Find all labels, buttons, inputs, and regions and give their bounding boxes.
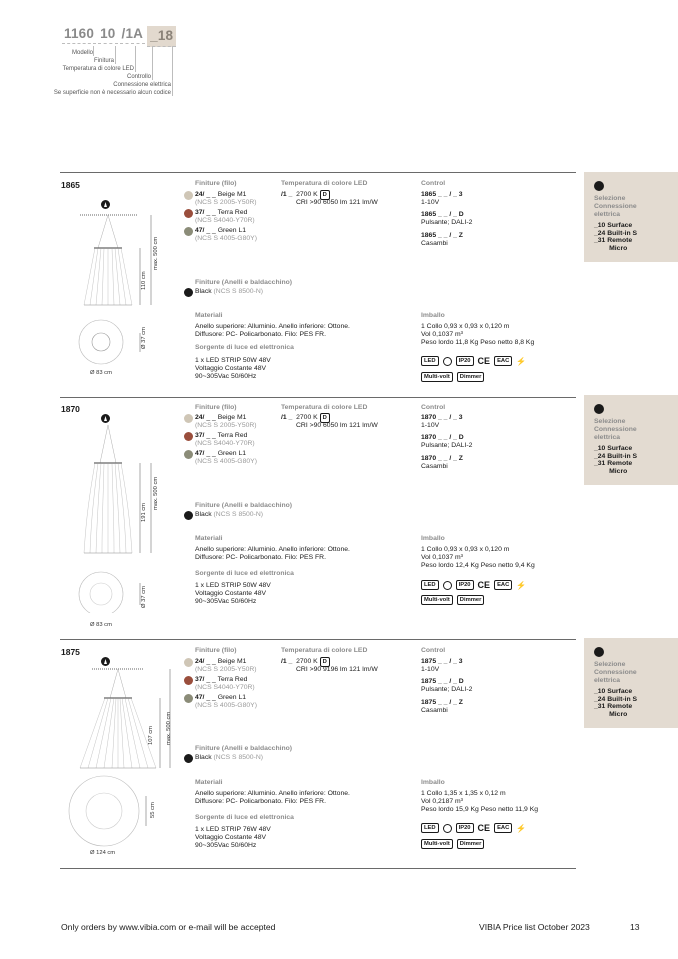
source-line-3: 90~305Vac 50/60Hz xyxy=(195,598,257,605)
temp-heading: Temperatura di colore LED xyxy=(281,647,368,654)
selection-options: _10 Surface _24 Built-in S _31 Remote Micro xyxy=(594,222,638,252)
multivolt-badge: Multi-volt xyxy=(421,372,453,382)
control-heading: Control xyxy=(421,404,446,411)
materials-line-1: Anello superiore: Alluminio. Anello inferiore: Ottone. xyxy=(195,323,350,330)
control-desc-2: Pulsante; DALI-2 xyxy=(421,219,473,226)
control-desc-2: Pulsante; DALI-2 xyxy=(421,686,473,693)
product-code: 1875 xyxy=(61,647,80,657)
finish-terra-red: 37/ _ _ Terra Red xyxy=(195,676,248,683)
materials-line-1: Anello superiore: Alluminio. Anello inferiore: Ottone. xyxy=(195,790,350,797)
dimmer-badge: Dimmer xyxy=(457,839,485,849)
legend-codes xyxy=(62,26,178,47)
control-desc-3: Casambi xyxy=(421,463,448,470)
ip20-badge: IP20 xyxy=(456,823,474,833)
dim-max-height: max. 500 cm xyxy=(166,711,172,745)
swatch-terra-red xyxy=(184,676,193,685)
packaging-heading: Imballo xyxy=(421,312,445,319)
eac-badge: EAC xyxy=(494,356,512,366)
ce-mark: CE xyxy=(477,579,491,590)
packaging-line-2: Vol 0,1037 m³ xyxy=(421,554,463,561)
led-badge: LED xyxy=(421,356,439,366)
finish-beige: 24/ _ _ Beige M1 xyxy=(195,658,247,665)
finish-green-ncs: (NCS S 4005-G80Y) xyxy=(195,235,257,242)
page-number: 13 xyxy=(630,922,640,932)
materials-line-2: Diffusore: PC- Policarbonato. Filo: PES FR. xyxy=(195,554,326,561)
legend-code-temp: /1A xyxy=(120,26,146,44)
packaging-line-2: Vol 0,2187 m³ xyxy=(421,798,463,805)
control-desc-1: 1-10V xyxy=(421,666,440,673)
canopy-heading: Finiture (Anelli e baldacchino) xyxy=(195,279,293,286)
product-code: 1870 xyxy=(61,404,80,414)
eac-badge: EAC xyxy=(494,580,512,590)
materials-line-1: Anello superiore: Alluminio. Anello inferiore: Ottone. xyxy=(195,546,350,553)
control-desc-2: Pulsante; DALI-2 xyxy=(421,442,473,449)
feature-badges xyxy=(421,372,484,382)
dim-max-height: max. 500 cm xyxy=(153,476,159,510)
legend-label-model: Modello xyxy=(71,50,93,56)
dimmer-badge: Dimmer xyxy=(457,595,485,605)
swatch-black xyxy=(184,754,193,763)
swatch-green xyxy=(184,694,193,703)
swatch-black xyxy=(184,288,193,297)
section-divider xyxy=(60,397,576,398)
globe-icon xyxy=(443,581,452,590)
finish-green: 47/ _ _ Green L1 xyxy=(195,227,247,234)
globe-icon xyxy=(443,357,452,366)
temp-spec: CRI >90 6050 lm 121 lm/W xyxy=(296,422,378,429)
legend-code-connection: _18 xyxy=(147,26,176,47)
finish-beige: 24/ _ _ Beige M1 xyxy=(195,191,247,198)
finish-heading: Finiture (filo) xyxy=(195,647,237,654)
control-code-1: 1875 _ _ / _ 3 xyxy=(421,658,463,665)
source-line-1: 1 x LED STRIP 50W 48V xyxy=(195,582,271,589)
temp-value: /1 _ 2700 K D xyxy=(281,658,330,666)
packaging-line-1: 1 Collo 1,35 x 1,35 x 0,12 m xyxy=(421,790,506,797)
source-heading: Sorgente di luce ed elettronica xyxy=(195,570,294,577)
finish-beige-ncs: (NCS S 2005-Y50R) xyxy=(195,666,257,673)
dim-diameter-side: 55 cm xyxy=(150,802,156,818)
canopy-finish: Black (NCS S 8500-N) xyxy=(195,511,263,518)
legend-label-connection: Connessione elettrica xyxy=(113,82,171,88)
temp-value: /1 _ 2700 K D xyxy=(281,414,330,422)
finish-terra-red-ncs: (NCS S4040-Y70R) xyxy=(195,217,255,224)
source-line-2: Voltaggio Costante 48V xyxy=(195,834,267,841)
packaging-line-1: 1 Collo 0,93 x 0,93 x 0,120 m xyxy=(421,546,510,553)
finish-terra-red: 37/ _ _ Terra Red xyxy=(195,432,248,439)
lamp-drawing xyxy=(64,664,174,854)
control-code-2: 1870 _ _ / _ D xyxy=(421,434,464,441)
materials-heading: Materiali xyxy=(195,312,223,319)
finish-terra-red-ncs: (NCS S4040-Y70R) xyxy=(195,684,255,691)
swatch-beige xyxy=(184,414,193,423)
finish-beige-ncs: (NCS S 2005-Y50R) xyxy=(195,422,257,429)
materials-heading: Materiali xyxy=(195,535,223,542)
swatch-green xyxy=(184,450,193,459)
temp-heading: Temperatura di colore LED xyxy=(281,404,368,411)
finish-green-ncs: (NCS S 4005-G80Y) xyxy=(195,458,257,465)
connection-icon xyxy=(594,181,604,191)
selection-options: _10 Surface _24 Built-in S _31 Remote Micro xyxy=(594,445,638,475)
finish-green: 47/ _ _ Green L1 xyxy=(195,450,247,457)
source-heading: Sorgente di luce ed elettronica xyxy=(195,344,294,351)
control-heading: Control xyxy=(421,647,446,654)
cert-badges xyxy=(421,356,526,366)
legend-label-temp: Temperatura di colore LED xyxy=(62,66,134,72)
footer-note: Only orders by www.vibia.com or e-mail will be accepted xyxy=(61,922,276,932)
materials-heading: Materiali xyxy=(195,779,223,786)
dim-height: 110 cm xyxy=(141,271,147,290)
eac-badge: EAC xyxy=(494,823,512,833)
lamp-drawing xyxy=(78,423,168,613)
lamp-drawing xyxy=(78,210,168,380)
packaging-line-3: Peso lordo 11,8 Kg Peso netto 8,8 Kg xyxy=(421,339,535,346)
source-line-3: 90~305Vac 50/60Hz xyxy=(195,373,257,380)
footer-brand: VIBIA Price list October 2023 xyxy=(479,922,590,932)
led-badge: LED xyxy=(421,580,439,590)
finish-green-ncs: (NCS S 4005-G80Y) xyxy=(195,702,257,709)
control-code-2: 1875 _ _ / _ D xyxy=(421,678,464,685)
packaging-line-2: Vol 0,1037 m³ xyxy=(421,331,463,338)
selection-options: _10 Surface _24 Built-in S _31 Remote Micro xyxy=(594,688,638,718)
dim-max-height: max. 500 cm xyxy=(153,236,159,270)
dimmer-badge: Dimmer xyxy=(457,372,485,382)
connection-icon xyxy=(594,647,604,657)
source-line-3: 90~305Vac 50/60Hz xyxy=(195,842,257,849)
ip20-badge: IP20 xyxy=(456,356,474,366)
finish-heading: Finiture (filo) xyxy=(195,404,237,411)
connection-icon xyxy=(101,414,110,423)
ip20-badge: IP20 xyxy=(456,580,474,590)
control-code-1: 1865 _ _ / _ 3 xyxy=(421,191,463,198)
canopy-finish: Black (NCS S 8500-N) xyxy=(195,754,263,761)
swatch-green xyxy=(184,227,193,236)
packaging-heading: Imballo xyxy=(421,535,445,542)
source-line-1: 1 x LED STRIP 50W 48V xyxy=(195,357,271,364)
dim-height: 191 cm xyxy=(141,502,147,522)
section-divider xyxy=(60,868,576,869)
dim-diameter: Ø 83 cm xyxy=(90,370,112,376)
selection-box xyxy=(584,172,678,262)
connection-icon xyxy=(594,404,604,414)
source-heading: Sorgente di luce ed elettronica xyxy=(195,814,294,821)
plug-icon: ⚡ xyxy=(516,823,527,833)
swatch-beige xyxy=(184,191,193,200)
swatch-beige xyxy=(184,658,193,667)
packaging-heading: Imballo xyxy=(421,779,445,786)
temp-value: /1 _ 2700 K D xyxy=(281,191,330,199)
selection-box xyxy=(584,395,678,485)
legend-label-note: Se superficie non è necessario alcun codice xyxy=(53,90,171,96)
globe-icon xyxy=(443,824,452,833)
control-desc-3: Casambi xyxy=(421,707,448,714)
selection-heading: Selezione Connessione elettrica xyxy=(594,661,637,684)
canopy-heading: Finiture (Anelli e baldacchino) xyxy=(195,745,293,752)
materials-line-2: Diffusore: PC- Policarbonato. Filo: PES FR. xyxy=(195,798,326,805)
control-code-3: 1865 _ _ / _ Z xyxy=(421,232,463,239)
packaging-line-3: Peso lordo 12,4 Kg Peso netto 9,4 Kg xyxy=(421,562,535,569)
finish-heading: Finiture (filo) xyxy=(195,180,237,187)
swatch-black xyxy=(184,511,193,520)
connection-icon xyxy=(101,200,110,209)
ce-mark: CE xyxy=(477,822,491,833)
legend-code-model: 1160 xyxy=(62,26,96,44)
finish-terra-red-ncs: (NCS S4040-Y70R) xyxy=(195,440,255,447)
swatch-terra-red xyxy=(184,209,193,218)
selection-box xyxy=(584,638,678,728)
control-desc-1: 1-10V xyxy=(421,422,440,429)
cert-badges xyxy=(421,580,526,590)
materials-line-2: Diffusore: PC- Policarbonato. Filo: PES FR. xyxy=(195,331,326,338)
control-code-3: 1875 _ _ / _ Z xyxy=(421,699,463,706)
temp-heading: Temperatura di colore LED xyxy=(281,180,368,187)
source-line-1: 1 x LED STRIP 76W 48V xyxy=(195,826,271,833)
source-line-2: Voltaggio Costante 48V xyxy=(195,365,267,372)
section-divider xyxy=(60,639,576,640)
dim-diameter: Ø 83 cm xyxy=(90,622,112,628)
plug-icon: ⚡ xyxy=(516,356,527,366)
plug-icon: ⚡ xyxy=(516,580,527,590)
ce-mark: CE xyxy=(477,355,491,366)
canopy-heading: Finiture (Anelli e baldacchino) xyxy=(195,502,293,509)
legend-code-finish: 10 xyxy=(98,26,117,44)
packaging-line-1: 1 Collo 0,93 x 0,93 x 0,120 m xyxy=(421,323,510,330)
canopy-finish: Black (NCS S 8500-N) xyxy=(195,288,263,295)
selection-heading: Selezione Connessione elettrica xyxy=(594,418,637,441)
control-desc-3: Casambi xyxy=(421,240,448,247)
led-badge: LED xyxy=(421,823,439,833)
source-line-2: Voltaggio Costante 48V xyxy=(195,590,267,597)
dim-diameter: Ø 124 cm xyxy=(90,850,116,856)
temp-spec: CRI >90 9196 lm 121 lm/W xyxy=(296,666,378,673)
code-legend xyxy=(40,24,190,99)
control-heading: Control xyxy=(421,180,446,187)
selection-heading: Selezione Connessione elettrica xyxy=(594,195,637,218)
product-code: 1865 xyxy=(61,180,80,190)
finish-terra-red: 37/ _ _ Terra Red xyxy=(195,209,248,216)
finish-beige-ncs: (NCS S 2005-Y50R) xyxy=(195,199,257,206)
control-code-2: 1865 _ _ / _ D xyxy=(421,211,464,218)
control-code-1: 1870 _ _ / _ 3 xyxy=(421,414,463,421)
finish-green: 47/ _ _ Green L1 xyxy=(195,694,247,701)
finish-beige: 24/ _ _ Beige M1 xyxy=(195,414,247,421)
multivolt-badge: Multi-volt xyxy=(421,595,453,605)
dim-height: 107 cm xyxy=(148,725,154,745)
control-desc-1: 1-10V xyxy=(421,199,440,206)
legend-label-control: Controllo xyxy=(126,74,151,80)
dim-diameter-side: Ø 37 cm xyxy=(141,327,147,349)
swatch-terra-red xyxy=(184,432,193,441)
section-divider xyxy=(60,172,576,173)
feature-badges xyxy=(421,595,484,605)
dim-diameter-side: Ø 37 cm xyxy=(141,586,147,608)
feature-badges xyxy=(421,839,484,849)
legend-label-finish: Finitura xyxy=(93,58,114,64)
control-code-3: 1870 _ _ / _ Z xyxy=(421,455,463,462)
temp-spec: CRI >90 6050 lm 121 lm/W xyxy=(296,199,378,206)
packaging-line-3: Peso lordo 15,9 Kg Peso netto 11,9 Kg xyxy=(421,806,539,813)
cert-badges xyxy=(421,823,526,833)
multivolt-badge: Multi-volt xyxy=(421,839,453,849)
